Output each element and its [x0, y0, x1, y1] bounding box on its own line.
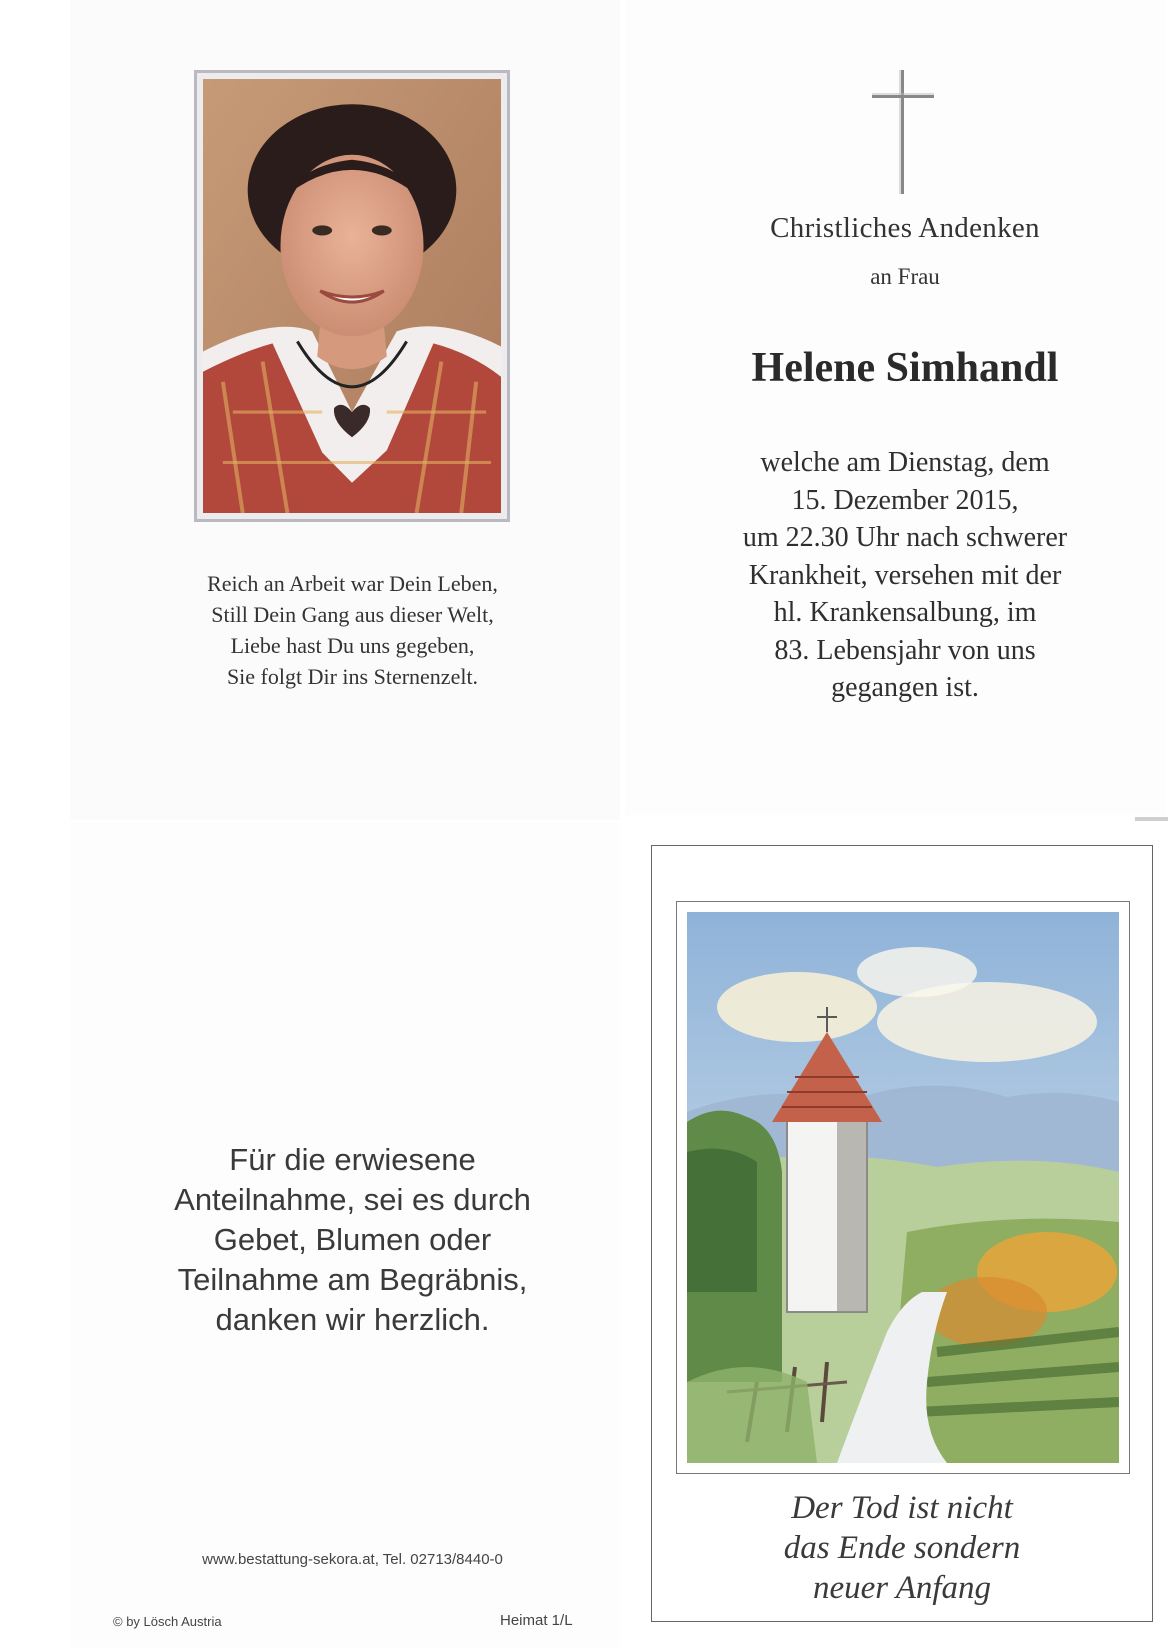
portrait-photo	[194, 70, 510, 522]
edge-mark	[1135, 817, 1168, 821]
poem-line: Still Dein Gang aus dieser Welt,	[211, 602, 494, 627]
thanks-line: Anteilnahme, sei es durch	[174, 1182, 531, 1217]
verse-line: neuer Anfang	[812, 1570, 992, 1606]
notice-line: welche am Dienstag, dem	[760, 447, 1050, 478]
card-subheading: an Frau	[870, 264, 940, 289]
notice-line: gegangen ist.	[831, 672, 979, 703]
verse-line: Der Tod ist nicht	[791, 1490, 1013, 1526]
copyright-note: © by Lösch Austria	[113, 1614, 222, 1629]
notice-line: hl. Krankensalbung, im	[773, 597, 1037, 628]
closing-verse	[651, 1488, 1153, 1608]
thanks-line: Für die erwiesene	[229, 1142, 476, 1177]
thanks-message	[120, 1140, 585, 1340]
thanks-line: danken wir herzlich.	[215, 1302, 490, 1337]
notice-line: 83. Lebensjahr von uns	[774, 634, 1036, 666]
card-heading: Christliches Andenken	[770, 212, 1040, 244]
poem	[120, 568, 585, 692]
deceased-name: Helene Simhandl	[751, 345, 1059, 391]
notice-line: 15. Dezember 2015,	[791, 484, 1019, 516]
poem-line: Sie folgt Dir ins Sternenzelt.	[226, 664, 479, 689]
watercolor-painting	[676, 901, 1130, 1474]
poem-line: Liebe hast Du uns gegeben,	[230, 633, 475, 658]
cross-icon	[870, 68, 936, 196]
death-notice	[640, 444, 1168, 707]
poem-line: Reich an Arbeit war Dein Leben,	[207, 571, 498, 596]
thanks-line: Teilnahme am Begräbnis,	[177, 1262, 528, 1297]
notice-line: um 22.30 Uhr nach schwerer	[742, 522, 1068, 553]
thanks-line: Gebet, Blumen oder	[213, 1222, 492, 1257]
funeral-home-contact: www.bestattung-sekora.at, Tel. 02713/8440-0	[202, 1551, 503, 1568]
verse-line: das Ende sondern	[783, 1530, 1021, 1566]
notice-line: Krankheit, versehen mit der	[748, 559, 1062, 591]
card-series-code: Heimat 1/L	[500, 1612, 573, 1629]
